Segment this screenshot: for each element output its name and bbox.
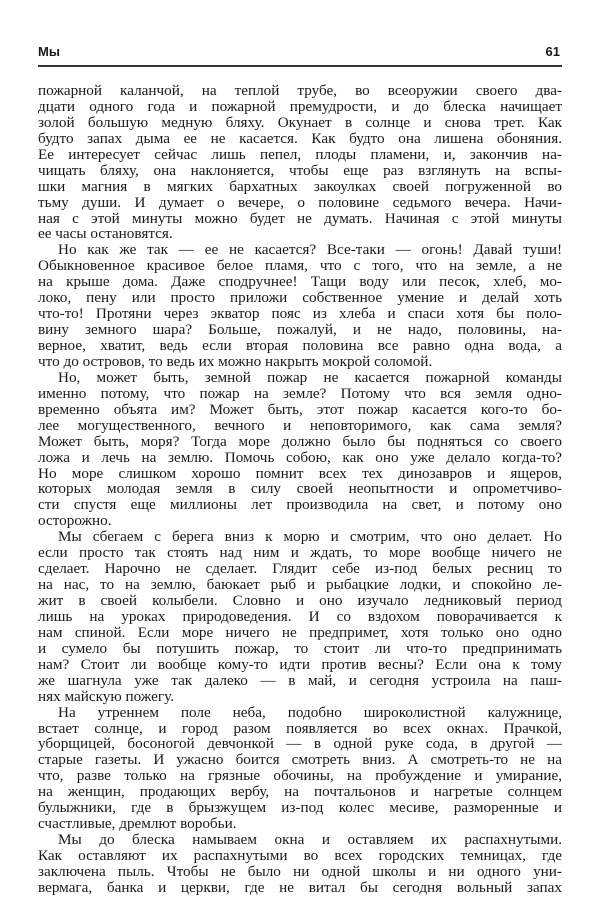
text-line: Как оставляют их распахнутыми во всех городских темницах, где — [38, 847, 562, 864]
text-line: Обыкновенное красивое белое пламя, что с того, что на земле, а не — [38, 257, 562, 275]
text-line: встает солнце, и город разом появляется во всех окнах. Прачкой, — [38, 719, 562, 737]
text-line: нам? Стоит ли вообще кому-то идти против весны? Если она к тому — [38, 655, 562, 673]
text-line: Но, может быть, земной пожар не касается пожарной команды — [58, 368, 562, 386]
text-line: старые газеты. И ужасно боится смотреть вниз. А смотреть-то не на — [38, 751, 562, 769]
text-line: локо, пену или просто приложи собственное умение и делай хоть — [38, 289, 562, 307]
text-line: осторожно. — [38, 512, 112, 530]
text-line: же шагнула уже так далеко — в май, и сегодня устроила на паш- — [38, 671, 562, 689]
text-line: верное, хватит, ведь если вторая половина все равно одна вода, а — [38, 337, 562, 354]
text-line: ложа и лечь на землю. Помочь собою, как оно уже делало когда-то? — [38, 448, 562, 466]
text-line: что, разве только на грязные обочины, на пробуждение и умирание, — [38, 767, 562, 785]
text-line: на женщин, продающих вербу, на почтальонов и нагретые солнцем — [38, 783, 562, 801]
text-line: Может быть, моря? Тогда море должно было бы подняться со своего — [38, 432, 562, 450]
paragraph — [38, 370, 562, 529]
text-line: шки магния в мягких бархатных закоулках своей погруженной во — [38, 177, 562, 195]
text-line: будто запах дыма ее не касается. Как будто она лишена обоняния. — [38, 129, 562, 147]
text-line: и сумело бы потушить пожар, то стоит ли что-то предпринимать — [38, 639, 562, 657]
text-line: на нас, то на землю, баюкает рыб и рыбацкие лодки, и спокойно ле- — [38, 576, 562, 594]
paragraph — [38, 832, 562, 896]
text-line: булыжники, где в брызжущем из-под колес месиве, разморенные и — [38, 799, 562, 817]
text-line: Ее интересует сейчас лишь пепел, плоды пламени, и, закончив на- — [38, 145, 562, 163]
paragraph — [38, 83, 562, 242]
text-line: тьму души. И думает о вечере, о половине седьмого вечера. Начи- — [38, 193, 562, 211]
text-line: если просто так стоять над ним и ждать, то море вообще ничего не — [38, 544, 562, 562]
text-line: сделает. Нарочно не сделает. Глядит себе из-под белых ресниц то — [38, 560, 562, 578]
text-line: нях майскую пожегу. — [38, 687, 174, 705]
text-line: что-то! Протяни через экватор пояс из хлеба и спаси хотя бы поло- — [38, 305, 562, 323]
text-line: лишь на уроках природоведения. И со вздохом поворачивается к — [38, 607, 562, 625]
text-line: уборщицей, босоногой девчонкой — в одной руке сода, в другой — — [38, 735, 562, 753]
text-line: Мы до блеска намываем окна и оставляем их распахнутыми. — [58, 831, 562, 849]
paragraph — [38, 242, 562, 370]
text-line: Мы сбегаем с берега вниз к морю и смотрим, что оно делает. Но — [58, 528, 562, 546]
page-body — [38, 83, 562, 896]
text-line: вину земного шара? Больше, пожалуй, и не надо, половины, на- — [38, 321, 562, 339]
text-line: которых молодая земля в силу своей неопытности и опрометчиво- — [38, 480, 562, 498]
text-line: на крыше дома. Даже сподручнее! Тащи воду или песок, хлеб, мо- — [38, 273, 562, 291]
text-line: ная с этой минуты можно будет не думать. Начиная с этой минуты — [38, 209, 562, 227]
text-line: Но как же так — ее не касается? Все-таки — огонь! Давай туши! — [58, 241, 562, 259]
paragraph — [38, 705, 562, 833]
text-line: пожарной каланчой, на теплой трубе, во всеоружии своего два- — [38, 82, 562, 99]
text-line: жит в своей колыбели. Словно и оно изучало ледниковый период — [38, 592, 562, 609]
text-line: нам спиной. Если море ничего не предпримет, хотя только оно одно — [38, 623, 562, 641]
header-rule — [38, 65, 562, 67]
text-line: временно объята им? Может быть, этот пожар касается кого-то бо- — [38, 400, 562, 418]
text-line: лее могущественного, вечного и неповторимого, как сама земля? — [38, 416, 562, 434]
text-line: Но море слишком хорошо помнит всех тех динозавров и ящеров, — [38, 464, 562, 482]
text-line: именно потому, что пожар на земле? Потому что вся земля одно- — [38, 384, 562, 402]
running-header-title: Мы — [38, 44, 60, 59]
text-line: счастливые, дремлют воробьи. — [38, 815, 237, 833]
text-line: чищать бляху, она наклоняется, чтобы еще раз взглянуть на вспы- — [38, 161, 562, 179]
text-line: сти спустя еще миллионы лет производила на свет, и потому оно — [38, 496, 562, 514]
text-line: золой большую медную бляху. Окунает в солнце и снова трет. Как — [38, 113, 562, 131]
text-line: что до островов, то ведь их можно накрыть мокрой соломой. — [38, 352, 433, 370]
text-line: заключена пыль. Чтобы не было ни одной школы и ни одного уни- — [38, 862, 562, 880]
text-line: вермага, банка и церкви, где не витал бы сегодня вольный запах — [38, 878, 562, 896]
page-number: 61 — [545, 44, 560, 59]
paragraph — [38, 529, 562, 704]
text-line: дцати одного года и пожарной премудрости, и до блеска начищает — [38, 97, 562, 115]
text-line: ее часы остановятся. — [38, 225, 173, 243]
text-line: На утреннем поле неба, подобно широколистной калужнице, — [58, 703, 562, 721]
